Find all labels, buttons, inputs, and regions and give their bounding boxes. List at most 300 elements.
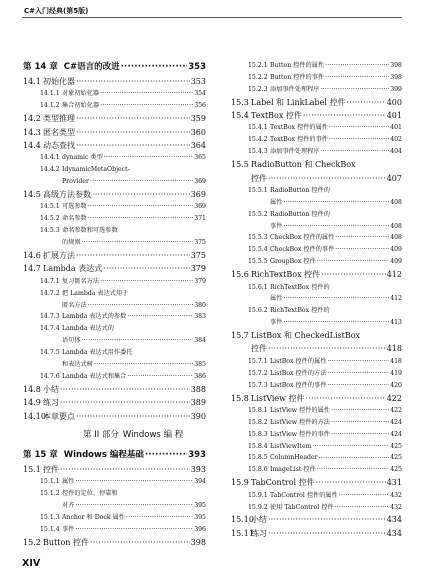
entry-title: ListView 控件的方法 bbox=[270, 418, 330, 426]
entry-number: 15.1.4 bbox=[40, 525, 60, 533]
entry-number: 15.1 bbox=[23, 464, 41, 474]
page-number: 395 bbox=[194, 502, 206, 510]
section-entry bbox=[23, 463, 206, 476]
section-entry bbox=[23, 396, 206, 409]
toc-left-column bbox=[23, 60, 206, 549]
dot-leader bbox=[313, 441, 390, 453]
entry-title: 语句体 bbox=[62, 337, 81, 345]
dot-leader bbox=[100, 100, 193, 112]
entry-number: 15.9.2 bbox=[248, 503, 268, 511]
dot-leader bbox=[76, 410, 190, 423]
entry-title: TextBox 控件的事件 bbox=[270, 136, 328, 144]
entry-title: 把 Lambda 表达式用于 bbox=[62, 289, 129, 297]
section-entry bbox=[23, 188, 206, 201]
entry-title: ImageList 控件 bbox=[270, 466, 316, 474]
entry-number: 15.2 bbox=[23, 537, 41, 547]
entry-number: 15.7.2 bbox=[248, 369, 268, 377]
entry-number: 15.8.2 bbox=[248, 418, 268, 426]
dot-leader bbox=[283, 293, 389, 305]
dot-leader bbox=[327, 368, 389, 380]
page-number: 434 bbox=[386, 515, 402, 525]
entry-number: 14.10 bbox=[23, 411, 46, 421]
dot-leader bbox=[82, 335, 194, 347]
dot-leader bbox=[145, 448, 187, 463]
entry-title: RichTextBox 控件 bbox=[251, 270, 321, 280]
entry-number: 15.11 bbox=[231, 528, 254, 538]
page-number: 404 bbox=[390, 148, 402, 156]
dot-leader bbox=[75, 476, 193, 488]
entry-number: 第 15 章 bbox=[23, 449, 58, 460]
part-title: Windows 编 程 bbox=[122, 429, 184, 440]
dot-leader bbox=[75, 500, 193, 512]
dot-leader bbox=[327, 380, 389, 392]
entry-number: 15.5.4 bbox=[248, 246, 268, 254]
page-number: 402 bbox=[390, 136, 402, 144]
subsection-entry bbox=[231, 453, 402, 465]
entry-number: 14.5 bbox=[23, 190, 41, 199]
entry-number: 14.5.1 bbox=[40, 203, 60, 211]
subsection-entry bbox=[23, 300, 206, 312]
subsection-entry bbox=[231, 146, 402, 158]
dot-leader bbox=[76, 75, 190, 88]
entry-title: ListView 控件 bbox=[251, 393, 305, 403]
dot-leader bbox=[60, 383, 190, 396]
subsection-entry bbox=[231, 405, 402, 417]
dot-leader bbox=[100, 276, 193, 288]
dot-leader bbox=[268, 342, 386, 355]
page-number: 388 bbox=[190, 384, 206, 394]
subsection-entry bbox=[231, 490, 402, 502]
entry-title: CheckBox 控件的事件 bbox=[270, 246, 335, 254]
entry-number: 15.2.2 bbox=[248, 73, 268, 81]
entry-number: 14.7 bbox=[23, 264, 41, 274]
entry-number: 15.8.3 bbox=[248, 430, 268, 438]
subsection-entry bbox=[231, 244, 402, 256]
entry-number: 14.7.6 bbox=[40, 372, 60, 380]
dot-leader bbox=[127, 311, 193, 323]
entry-number: 14.2 bbox=[23, 114, 41, 124]
dot-leader bbox=[60, 463, 190, 476]
page-number: 413 bbox=[390, 319, 402, 327]
subsection-entry bbox=[23, 311, 206, 323]
entry-number: 14.1.2 bbox=[40, 102, 60, 110]
section-entry bbox=[23, 249, 206, 262]
entry-number: 15.7.3 bbox=[248, 381, 268, 389]
section-entry bbox=[231, 329, 402, 342]
dot-leader bbox=[268, 513, 386, 526]
entry-number: 15.8.5 bbox=[248, 454, 268, 462]
entry-number: 14.7.5 bbox=[40, 349, 60, 357]
entry-title: Button 控件的属性 bbox=[270, 61, 325, 69]
subsection-entry bbox=[23, 476, 206, 488]
page-number: 393 bbox=[190, 464, 206, 474]
dot-leader bbox=[268, 527, 386, 540]
entry-number: 14.5.2 bbox=[40, 215, 60, 223]
entry-number: 15.6.1 bbox=[248, 283, 268, 291]
dot-leader bbox=[335, 502, 390, 514]
dot-leader bbox=[76, 139, 190, 152]
page-number: 401 bbox=[386, 111, 402, 121]
subsection-entry bbox=[23, 359, 206, 371]
page-number: 360 bbox=[190, 127, 206, 137]
page-number: 424 bbox=[390, 430, 402, 438]
dot-leader bbox=[303, 109, 386, 122]
page-number: 354 bbox=[194, 90, 206, 98]
entry-number: 15.4.1 bbox=[248, 124, 268, 132]
section-entry bbox=[231, 96, 402, 109]
page-number: 432 bbox=[390, 491, 402, 499]
page-number: 398 bbox=[190, 537, 206, 547]
dot-leader bbox=[331, 429, 389, 441]
entry-title: RadioButton 控件的 bbox=[270, 186, 330, 194]
dot-leader bbox=[347, 96, 386, 109]
entry-title: Lambda 表达式 bbox=[43, 264, 103, 274]
entry-number: 15.4.2 bbox=[248, 136, 268, 144]
entry-title: Lambda 表达式的 bbox=[62, 325, 114, 333]
page-number: 408 bbox=[390, 198, 402, 206]
section-entry bbox=[23, 112, 206, 125]
subsection-entry bbox=[231, 256, 402, 268]
dot-leader bbox=[104, 152, 193, 164]
page-number: 394 bbox=[194, 478, 206, 486]
entry-number: 第 14 章 bbox=[23, 62, 58, 72]
subsection-entry bbox=[231, 317, 402, 329]
dot-leader bbox=[321, 84, 390, 96]
entry-number: 15.8 bbox=[231, 393, 249, 403]
entry-title: RichTextBox 控件的 bbox=[270, 283, 330, 291]
entry-number: 15.10 bbox=[231, 515, 254, 525]
page-number: 425 bbox=[390, 466, 402, 474]
dot-leader bbox=[329, 122, 389, 134]
entry-title: 初始化器 bbox=[43, 76, 75, 86]
page-folio: XIV bbox=[22, 558, 41, 569]
page-number: 379 bbox=[190, 264, 206, 274]
entry-number: 15.1.1 bbox=[40, 478, 60, 486]
section-entry bbox=[231, 476, 402, 489]
page-number: 434 bbox=[386, 528, 402, 538]
entry-title: 练习 bbox=[251, 528, 267, 538]
entry-title: 匿名类型 bbox=[43, 127, 75, 137]
section-entry bbox=[231, 527, 402, 540]
section-entry bbox=[23, 536, 206, 549]
dot-leader bbox=[317, 256, 390, 268]
section-entry bbox=[23, 262, 206, 275]
dot-leader bbox=[339, 490, 389, 502]
entry-number: 15.2.3 bbox=[248, 85, 268, 93]
entry-title: 扩展方法 bbox=[43, 250, 75, 260]
chapter-entry bbox=[23, 60, 206, 75]
page-number: 385 bbox=[194, 360, 206, 368]
entry-title: 事件 bbox=[270, 319, 283, 327]
subsection-entry bbox=[23, 100, 206, 112]
section-entry bbox=[231, 172, 402, 185]
subsection-entry bbox=[23, 371, 206, 383]
entry-title: GroupBox 控件 bbox=[270, 258, 316, 266]
entry-number: 14.5.3 bbox=[40, 227, 60, 235]
subsection-entry bbox=[231, 197, 402, 209]
subsection-entry bbox=[231, 60, 402, 72]
subsection-entry bbox=[231, 185, 402, 197]
page-number: 408 bbox=[390, 234, 402, 242]
page-number: 396 bbox=[194, 525, 206, 533]
entry-title: 命名参数 bbox=[62, 215, 87, 223]
entry-title: 小结 bbox=[43, 384, 59, 394]
running-header: C#入门经典(第5版) bbox=[24, 7, 89, 15]
entry-number: 15.5.3 bbox=[248, 234, 268, 242]
section-entry bbox=[23, 383, 206, 396]
subsection-entry bbox=[231, 134, 402, 146]
dot-leader bbox=[127, 371, 193, 383]
dot-leader bbox=[283, 317, 389, 329]
entry-number: 14.1 bbox=[23, 76, 41, 86]
entry-title: RadioButton 控件的 bbox=[270, 210, 330, 218]
toc-right-column bbox=[231, 60, 402, 540]
entry-title: TextBox 控件 bbox=[251, 111, 302, 121]
page-number: 375 bbox=[194, 239, 206, 247]
dot-leader bbox=[319, 453, 390, 465]
entry-title: TabControl 控件 bbox=[251, 478, 315, 488]
entry-title: 使用 TabControl 控件 bbox=[270, 503, 334, 511]
subsection-entry bbox=[23, 500, 206, 512]
page-number: 422 bbox=[390, 406, 402, 414]
page-number: 409 bbox=[390, 246, 402, 254]
entry-title: 集合初始化器 bbox=[62, 102, 100, 110]
entry-title: 本章要点 bbox=[43, 411, 75, 421]
page-number: 424 bbox=[390, 418, 402, 426]
page-number: 389 bbox=[190, 398, 206, 408]
entry-title: 添加事件处理程序 bbox=[270, 85, 320, 93]
entry-number: 14.4.2 bbox=[40, 166, 60, 174]
entry-title: RichTextBox 控件的 bbox=[270, 307, 330, 315]
entry-title: 控件 bbox=[251, 173, 267, 183]
entry-title: 和表达式树 bbox=[62, 360, 93, 368]
page-number: 384 bbox=[194, 337, 206, 345]
entry-title: 的规则 bbox=[62, 239, 81, 247]
subsection-entry bbox=[23, 88, 206, 100]
dot-leader bbox=[88, 201, 193, 213]
entry-title: RadioButton 和 CheckBox bbox=[251, 160, 356, 170]
entry-title: 事件 bbox=[270, 222, 283, 230]
page-number: 407 bbox=[386, 173, 402, 183]
dot-leader bbox=[94, 359, 193, 371]
section-entry bbox=[23, 126, 206, 139]
entry-title: 对象初始化器 bbox=[62, 90, 100, 98]
section-entry bbox=[231, 109, 402, 122]
subsection-entry bbox=[231, 417, 402, 429]
subsection-entry bbox=[23, 164, 206, 176]
page-number: 418 bbox=[386, 344, 402, 354]
dot-leader bbox=[306, 392, 386, 405]
dot-leader bbox=[321, 146, 390, 158]
entry-title: Button 控件 bbox=[43, 537, 89, 547]
page-number: 356 bbox=[194, 102, 206, 110]
subsection-entry bbox=[231, 84, 402, 96]
entry-title: 可选参数 bbox=[62, 203, 87, 211]
entry-number: 14.7.3 bbox=[40, 313, 60, 321]
entry-number: 15.1.2 bbox=[40, 490, 60, 498]
section-entry bbox=[231, 513, 402, 526]
page-number: 399 bbox=[390, 85, 402, 93]
header-rule bbox=[22, 17, 402, 18]
entry-number: 15.8.4 bbox=[248, 442, 268, 450]
page-number: 398 bbox=[390, 73, 402, 81]
page-number: 353 bbox=[188, 62, 206, 72]
entry-title: 对齐 bbox=[62, 502, 75, 510]
page-number: 371 bbox=[194, 215, 206, 223]
entry-number: 14.4 bbox=[23, 140, 41, 150]
entry-number: 14.7.2 bbox=[40, 289, 60, 297]
dot-leader bbox=[76, 112, 190, 125]
dot-leader bbox=[327, 356, 389, 368]
subsection-entry bbox=[23, 201, 206, 213]
entry-number: 14.9 bbox=[23, 398, 41, 408]
entry-title: ListView 控件的事件 bbox=[270, 430, 330, 438]
entry-title: CheckBox 控件的属性 bbox=[270, 234, 335, 242]
section-entry bbox=[23, 139, 206, 152]
entry-number: 15.1.3 bbox=[40, 513, 60, 521]
subsection-entry bbox=[23, 488, 206, 500]
dot-leader bbox=[60, 396, 190, 409]
entry-number: 15.3 bbox=[231, 97, 249, 107]
subsection-entry bbox=[23, 323, 206, 335]
entry-title: 类型推理 bbox=[43, 114, 75, 124]
page-number: 375 bbox=[190, 250, 206, 260]
subsection-entry bbox=[23, 225, 206, 237]
subsection-entry bbox=[23, 347, 206, 359]
subsection-entry bbox=[23, 176, 206, 188]
dot-leader bbox=[88, 300, 193, 312]
entry-title: Lambda 表达式的参数 bbox=[62, 313, 127, 321]
entry-number: 15.6 bbox=[231, 270, 249, 280]
entry-title: Provider bbox=[62, 178, 89, 186]
entry-number: 15.5.2 bbox=[248, 210, 268, 218]
entry-title: ListBox 控件的属性 bbox=[270, 357, 327, 365]
subsection-entry bbox=[231, 429, 402, 441]
section-entry bbox=[23, 410, 206, 423]
dot-leader bbox=[335, 232, 389, 244]
entry-number: 14.4.1 bbox=[40, 154, 60, 162]
page-number: 409 bbox=[390, 258, 402, 266]
subsection-entry bbox=[231, 221, 402, 233]
entry-title: Lambda 表达式和集合 bbox=[62, 372, 127, 380]
page-number: 412 bbox=[390, 295, 402, 303]
page-number: 432 bbox=[390, 503, 402, 511]
subsection-entry bbox=[231, 380, 402, 392]
entry-title: TextBox 控件的属性 bbox=[270, 124, 328, 132]
dot-leader bbox=[325, 72, 389, 84]
page-number: 408 bbox=[390, 222, 402, 230]
chapter-entry bbox=[23, 448, 206, 463]
subsection-entry bbox=[231, 209, 402, 221]
entry-number: 15.8.6 bbox=[248, 466, 268, 474]
entry-title: ListBox 控件的事件 bbox=[270, 381, 327, 389]
dot-leader bbox=[268, 172, 386, 185]
entry-title: Windows 编程基础 bbox=[63, 449, 144, 460]
part-number: 第 II 部分 bbox=[83, 429, 119, 440]
page-number: 431 bbox=[386, 478, 402, 488]
dot-leader bbox=[90, 536, 190, 549]
entry-title: 事件 bbox=[62, 525, 75, 533]
entry-title: 练习 bbox=[43, 398, 59, 408]
subsection-entry bbox=[231, 368, 402, 380]
dot-leader bbox=[331, 417, 389, 429]
subsection-entry bbox=[23, 237, 206, 249]
page-number: 425 bbox=[390, 442, 402, 450]
page-number: 380 bbox=[194, 301, 206, 309]
entry-title: ColumnHeader bbox=[270, 454, 318, 462]
entry-title: 复习匿名方法 bbox=[62, 277, 100, 285]
subsection-entry bbox=[23, 524, 206, 536]
dot-leader bbox=[331, 405, 389, 417]
subsection-entry bbox=[231, 305, 402, 317]
page-number: 425 bbox=[390, 454, 402, 462]
page-number: 365 bbox=[194, 154, 206, 162]
entry-number: 15.4.3 bbox=[248, 148, 268, 156]
subsection-entry bbox=[23, 152, 206, 164]
entry-number: 15.6.2 bbox=[248, 307, 268, 315]
entry-title: 控件 bbox=[251, 344, 267, 354]
subsection-entry bbox=[231, 356, 402, 368]
page-number: 386 bbox=[194, 372, 206, 380]
section-entry bbox=[231, 158, 402, 171]
page-number: 398 bbox=[390, 61, 402, 69]
page-number: 420 bbox=[390, 381, 402, 389]
page-number: 412 bbox=[386, 270, 402, 280]
entry-title: ListView 控件的属性 bbox=[270, 406, 330, 414]
entry-title: 属性 bbox=[270, 295, 283, 303]
page-number: 419 bbox=[390, 369, 402, 377]
entry-number: 15.8.1 bbox=[248, 406, 268, 414]
entry-number: 14.3 bbox=[23, 127, 41, 137]
entry-number: 15.7 bbox=[231, 331, 249, 341]
dot-leader bbox=[76, 126, 190, 139]
entry-title: IdynamicMetaObject- bbox=[62, 166, 130, 174]
page-number: 418 bbox=[390, 357, 402, 365]
page-number: 369 bbox=[190, 190, 206, 199]
entry-title: 高级方法参数 bbox=[43, 190, 91, 199]
section-entry bbox=[231, 342, 402, 355]
subsection-entry bbox=[231, 464, 402, 476]
page-number: 369 bbox=[194, 178, 206, 186]
subsection-entry bbox=[23, 335, 206, 347]
entry-title: Button 控件的事件 bbox=[270, 73, 325, 81]
page-number: 390 bbox=[190, 411, 206, 421]
section-entry bbox=[23, 75, 206, 88]
entry-title: 控件 bbox=[43, 464, 59, 474]
page-number: 369 bbox=[194, 203, 206, 211]
page-number: 393 bbox=[188, 449, 206, 460]
entry-number: 14.7.4 bbox=[40, 325, 60, 333]
page-number: 364 bbox=[190, 140, 206, 150]
dot-leader bbox=[75, 524, 193, 536]
subsection-entry bbox=[231, 441, 402, 453]
subsection-entry bbox=[23, 276, 206, 288]
entry-title: dynamic 类型 bbox=[62, 154, 103, 162]
entry-number: 14.6 bbox=[23, 250, 41, 260]
page-number: 400 bbox=[386, 97, 402, 107]
subsection-entry bbox=[23, 512, 206, 524]
dot-leader bbox=[335, 244, 389, 256]
entry-title: 属性 bbox=[270, 198, 283, 206]
entry-number: 15.9 bbox=[231, 478, 249, 488]
page-number: 422 bbox=[386, 393, 402, 403]
entry-title: TabControl 控件的属性 bbox=[270, 491, 338, 499]
section-entry bbox=[231, 268, 402, 281]
dot-leader bbox=[325, 60, 389, 72]
entry-number: 15.9.1 bbox=[248, 491, 268, 499]
page-number: 401 bbox=[390, 124, 402, 132]
subsection-entry bbox=[231, 232, 402, 244]
